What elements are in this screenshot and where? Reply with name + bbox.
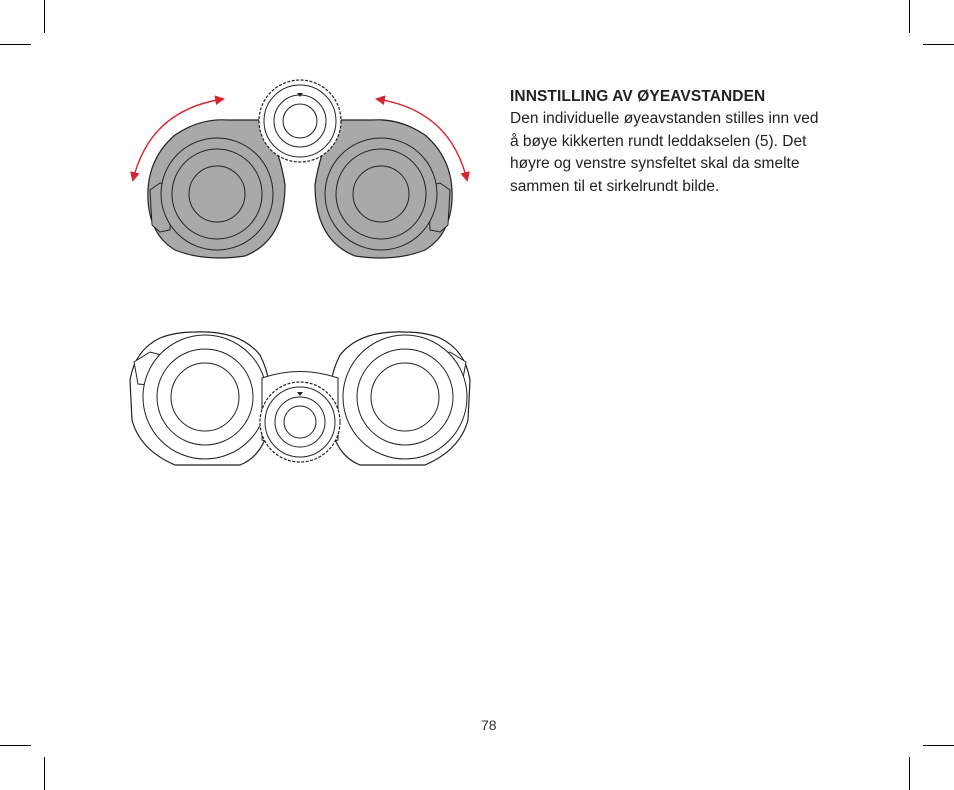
instruction-section: [510, 86, 850, 198]
right-barrel-open: [330, 332, 470, 465]
left-barrel-open: [130, 332, 270, 465]
section-heading: INNSTILLING AV ØYEAVSTANDEN: [510, 88, 766, 105]
binoculars-unfolded-figure: [130, 332, 470, 465]
section-line: å bøye kikkerten rundt leddakselen (5). Det: [510, 132, 807, 150]
page-number: 78: [481, 717, 497, 733]
section-line: sammen til et sirkelrundt bilde.: [510, 177, 720, 195]
section-line: Den individuelle øyeavstanden stilles inn ved: [510, 110, 819, 127]
section-line: høyre og venstre synsfeltet skal da smelte: [510, 155, 800, 172]
focus-wheel-open: [260, 382, 340, 462]
focus-wheel: [259, 80, 341, 162]
binoculars-folded-figure: [133, 80, 467, 258]
